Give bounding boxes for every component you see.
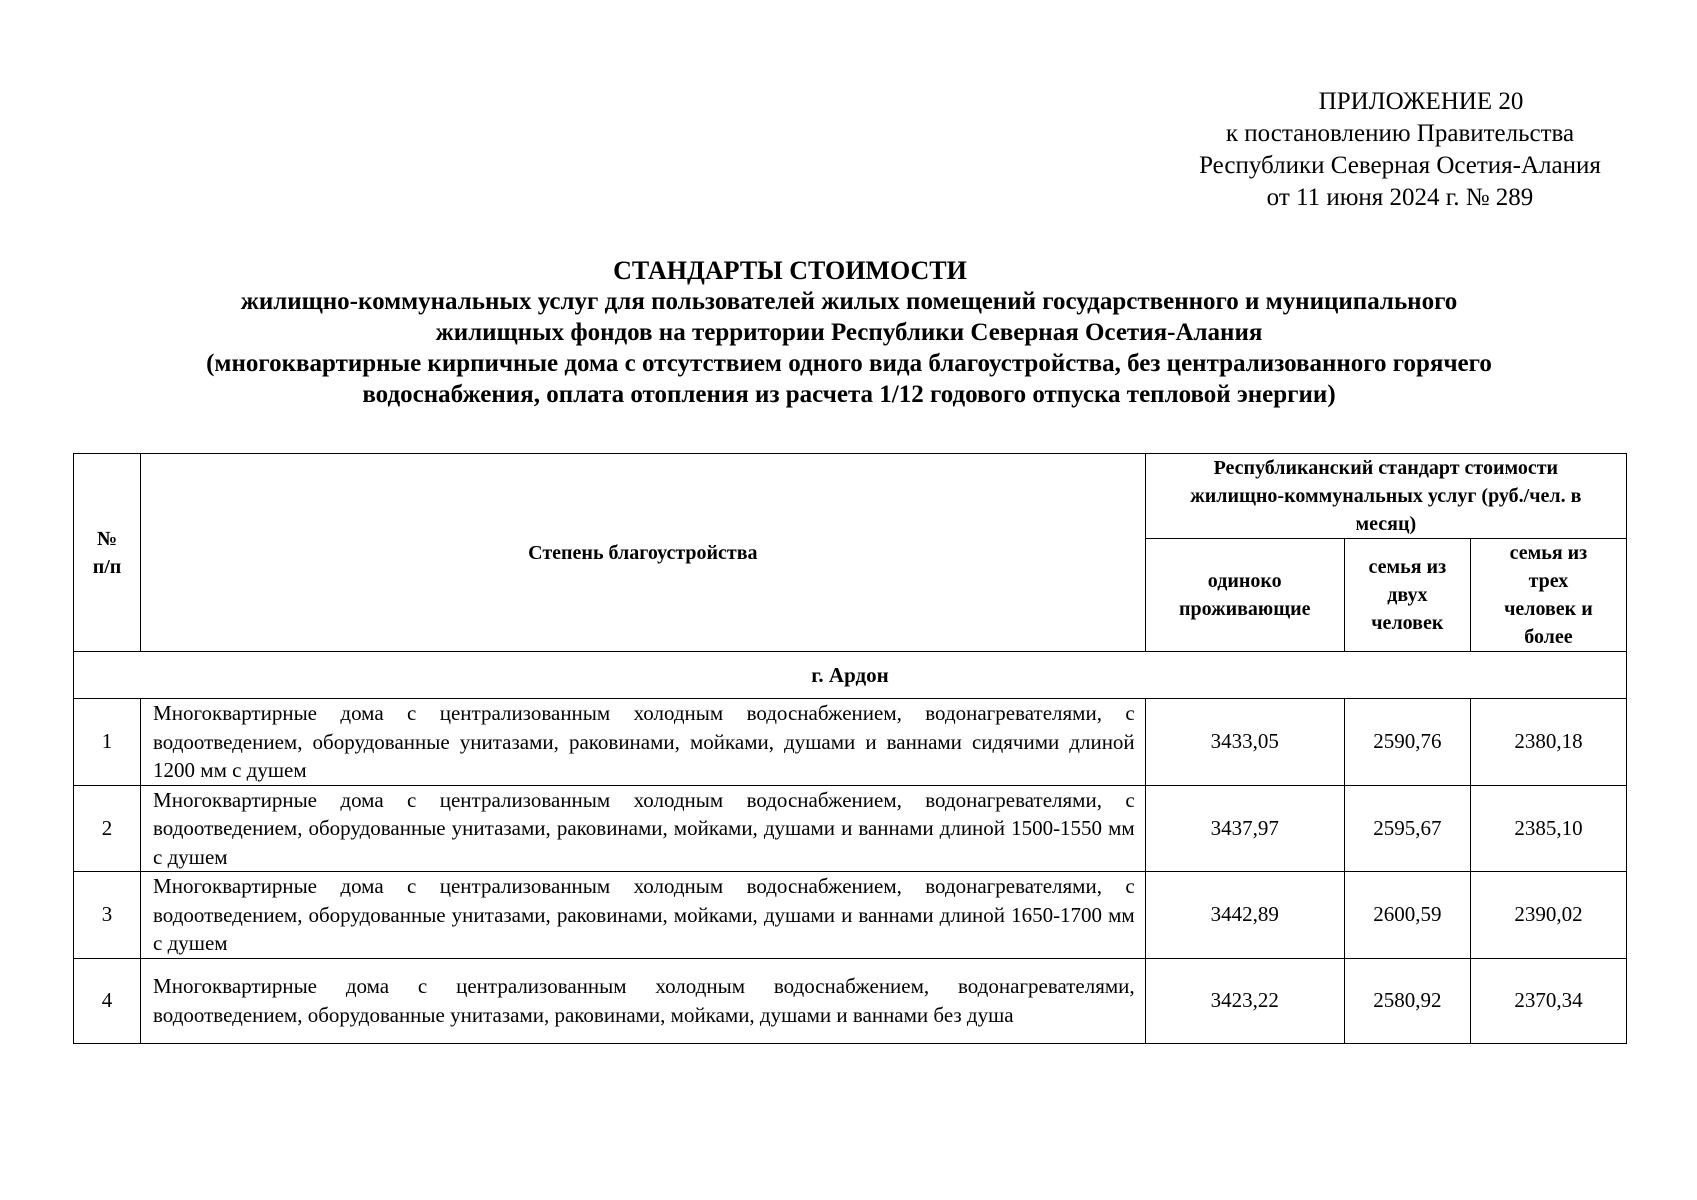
row-description: Многоквартирные дома с централизованным холодным водоснабжением, водонагревателями, водоотведением, оборудованные унитазами, раковинами, мойками, душами и ваннами без душа xyxy=(141,958,1146,1043)
header-family-three xyxy=(1470,539,1626,652)
row-description: Многоквартирные дома с централизованным холодным водоснабжением, водонагревателями, с водоотведением, оборудованные унитазами, раковинами, мойками, душами и ваннами длиной 1650-1700 мм с душем xyxy=(141,872,1146,959)
row-single-value: 3433,05 xyxy=(1145,699,1344,786)
row-description: Многоквартирные дома с централизованным холодным водоснабжением, водонагревателями, с водоотведением, оборудованные унитазами, раковинами, мойками, душами и ваннами длиной 1500-1550 мм с душем xyxy=(141,785,1146,872)
header-family-two-label: семья из двух человек xyxy=(1368,556,1447,634)
header-number xyxy=(74,454,141,652)
page-title: СТАНДАРТЫ СТОИМОСТИ xyxy=(613,256,967,285)
title-line-5: водоснабжения, оплата отопления из расчета 1/12 годового отпуска тепловой энергии) xyxy=(362,381,1336,408)
title-line-2: жилищно-коммунальных услуг для пользователей жилых помещений государственного и муниципального xyxy=(240,288,1458,315)
header-group-label: Республиканский стандарт стоимости жилищно-коммунальных услуг (руб./чел. в месяц) xyxy=(1190,457,1582,535)
header-description: Степень благоустройства xyxy=(141,454,1146,652)
appendix-header xyxy=(1160,86,1640,214)
row-family-three-value: 2390,02 xyxy=(1470,872,1626,959)
header-number-label: № п/п xyxy=(92,527,122,578)
row-family-three-value: 2385,10 xyxy=(1470,785,1626,872)
city-name: г. Ардон xyxy=(74,652,1627,699)
title-line-4: (многоквартирные кирпичные дома с отсутствием одного вида благоустройства, без централизованного горячего xyxy=(206,350,1492,377)
header-family-three-label: семья из трех человек и более xyxy=(1504,542,1593,648)
standards-table xyxy=(73,453,1627,1044)
table-row xyxy=(74,785,1627,872)
row-family-two-value: 2580,92 xyxy=(1344,958,1470,1043)
row-family-three-value: 2380,18 xyxy=(1470,699,1626,786)
city-row xyxy=(74,652,1627,699)
appendix-number: ПРИЛОЖЕНИЕ 20 xyxy=(1318,88,1524,115)
appendix-reference: к постановлению Правительства xyxy=(1225,120,1575,147)
row-family-three-value: 2370,34 xyxy=(1470,958,1626,1043)
row-single-value: 3437,97 xyxy=(1145,785,1344,872)
row-number: 2 xyxy=(74,785,141,872)
row-description: Многоквартирные дома с централизованным холодным водоснабжением, водонагревателями, с водоотведением, оборудованные унитазами, раковинами, мойками, душами и ваннами сидячими длиной 1200 мм с душем xyxy=(141,699,1146,786)
row-single-value: 3442,89 xyxy=(1145,872,1344,959)
row-family-two-value: 2600,59 xyxy=(1344,872,1470,959)
document-title xyxy=(74,255,1624,410)
row-number: 3 xyxy=(74,872,141,959)
row-family-two-value: 2595,67 xyxy=(1344,785,1470,872)
table-row xyxy=(74,958,1627,1043)
row-number: 1 xyxy=(74,699,141,786)
appendix-government: Республики Северная Осетия-Алания xyxy=(1199,152,1601,179)
row-single-value: 3423,22 xyxy=(1145,958,1344,1043)
table-row xyxy=(74,872,1627,959)
row-family-two-value: 2590,76 xyxy=(1344,699,1470,786)
header-family-two xyxy=(1344,539,1470,652)
table-row xyxy=(74,699,1627,786)
header-single xyxy=(1145,539,1344,652)
appendix-date: от 11 июня 2024 г. № 289 xyxy=(1266,184,1534,211)
header-single-label: одиноко проживающие xyxy=(1178,570,1311,620)
row-number: 4 xyxy=(74,958,141,1043)
header-group xyxy=(1145,454,1626,539)
title-line-3: жилищных фондов на территории Республики Северная Осетия-Алания xyxy=(435,319,1263,346)
